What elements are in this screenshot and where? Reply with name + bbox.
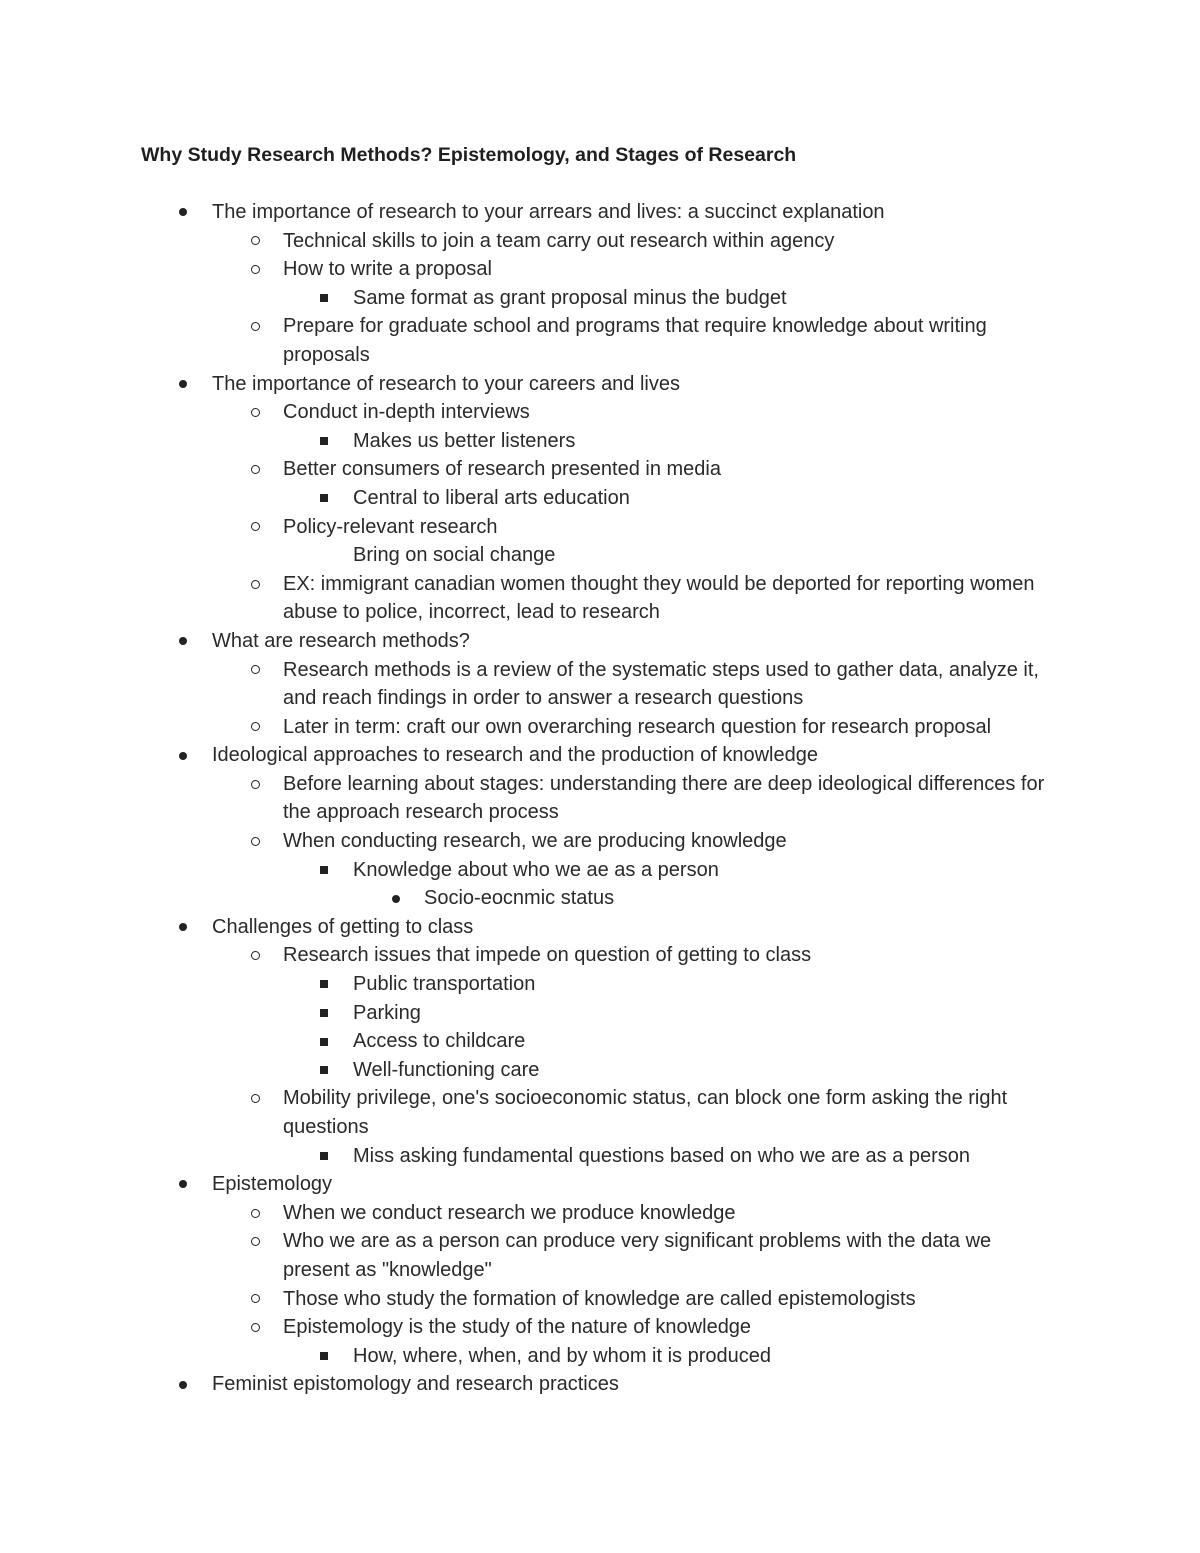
list-item (0, 827, 1053, 856)
list-item (0, 227, 1053, 256)
bullet-square-icon (318, 1342, 330, 1371)
bullet-dot-icon (177, 198, 189, 227)
list-item (0, 770, 1053, 827)
list-item-text: Who we are as a person can produce very significant problems with the data we present as "knowledge" (283, 1230, 992, 1281)
list-item (0, 999, 1053, 1028)
bullet-dot-icon (177, 913, 189, 942)
list-item-text: Parking (353, 1001, 421, 1024)
bullet-dot-icon (177, 1170, 189, 1199)
document-title: Why Study Research Methods? Epistemology, and Stages of Research (141, 144, 797, 166)
list-item (0, 455, 1053, 484)
bullet-circle-icon (249, 827, 261, 856)
bullet-circle-icon (249, 1313, 261, 1342)
list-item-text: Later in term: craft our own overarching research question for research proposal (283, 715, 992, 738)
list-item (0, 970, 1053, 999)
list-item (0, 513, 1053, 542)
list-item (0, 1199, 1053, 1228)
bullet-square-icon (318, 284, 330, 313)
list-item (0, 627, 1052, 656)
list-item-text: Better consumers of research presented in media (283, 458, 721, 481)
list-item (0, 1370, 1052, 1399)
list-item (0, 1170, 1052, 1199)
list-item (0, 1056, 1053, 1085)
list-item-text: When conducting research, we are producing knowledge (283, 830, 787, 853)
list-item-text: How, where, when, and by whom it is produced (353, 1344, 771, 1367)
list-item-text: Access to childcare (353, 1030, 526, 1053)
list-item-text: Epistemology is the study of the nature of knowledge (283, 1316, 752, 1339)
list-item-text: Research issues that impede on question of getting to class (283, 944, 812, 967)
bullet-square-icon (318, 1142, 330, 1171)
bullet-circle-icon (249, 570, 261, 599)
bullet-dot-icon (177, 1370, 189, 1399)
list-item-text: Socio-eocnmic status (424, 887, 615, 910)
list-item-text: Policy-relevant research (283, 515, 498, 538)
bullet-circle-icon (249, 255, 261, 284)
list-item-text: Research methods is a review of the systematic steps used to gather data, analyze it, and reach findings in order to answer a research questions (283, 658, 1039, 710)
list-item-text: The importance of research to your arrears and lives: a succinct explanation (212, 201, 885, 223)
list-item-text: Miss asking fundamental questions based on who we are as a person (353, 1144, 971, 1167)
list-item (0, 1142, 1053, 1171)
list-item (0, 1027, 1053, 1056)
bullet-circle-icon (249, 1227, 261, 1256)
list-item-text: Those who study the formation of knowledge are called epistemologists (283, 1287, 916, 1310)
list-item-text: Makes us better listeners (353, 429, 576, 452)
notes-outline (0, 198, 1200, 1399)
list-item (0, 656, 1053, 713)
bullet-circle-icon (249, 713, 261, 742)
bullet-dot-icon (177, 741, 189, 770)
list-item (0, 713, 1053, 742)
bullet-dot-icon (177, 627, 189, 656)
list-item (0, 741, 1052, 770)
list-item-text: Central to liberal arts education (353, 486, 630, 509)
bullet-circle-icon (249, 656, 261, 685)
list-item-text: How to write a proposal (283, 258, 492, 281)
bullet-circle-icon (249, 398, 261, 427)
list-item (0, 255, 1053, 284)
list-item (0, 1227, 1053, 1284)
bullet-square-icon (318, 970, 330, 999)
list-item-text: Knowledge about who we ae as a person (353, 858, 719, 881)
list-item-text: Epistemology (212, 1173, 333, 1196)
list-item-text: Same format as grant proposal minus the budget (353, 286, 787, 309)
bullet-circle-icon (249, 1285, 261, 1314)
list-item (0, 198, 1052, 227)
list-item-text: EX: immigrant canadian women thought they would be deported for reporting women abuse to police, incorrect, lead to research (283, 572, 1035, 624)
list-item (0, 427, 1053, 456)
bullet-square-icon (318, 1056, 330, 1085)
bullet-dot-icon (177, 370, 189, 399)
list-item (0, 312, 1053, 369)
list-item (0, 284, 1053, 313)
list-item-text: Bring on social change (353, 544, 556, 567)
list-item-text: Technical skills to join a team carry out research within agency (283, 229, 835, 252)
list-item (0, 484, 1053, 513)
list-item-text: Mobility privilege, one's socioeconomic status, can block one form asking the right questions (283, 1087, 1008, 1138)
list-item (0, 570, 1053, 627)
list-item-text: What are research methods? (212, 629, 470, 652)
list-item (0, 1285, 1053, 1314)
bullet-square-icon (318, 856, 330, 885)
list-item-text: Prepare for graduate school and programs that require knowledge about writing proposals (283, 315, 987, 366)
list-item-text: When we conduct research we produce knowledge (283, 1201, 736, 1224)
list-item-text: Before learning about stages: understanding there are deep ideological differences for the approach research process (283, 772, 1045, 824)
list-item-text: Public transportation (353, 973, 536, 996)
list-item (0, 941, 1053, 970)
list-item (0, 1084, 1053, 1141)
list-item (0, 884, 1054, 913)
list-item (0, 913, 1052, 942)
list-item (0, 1313, 1053, 1342)
bullet-circle-icon (249, 941, 261, 970)
list-item-text: Challenges of getting to class (212, 915, 474, 938)
list-item-text: Conduct in-depth interviews (283, 401, 530, 424)
list-item (0, 1342, 1053, 1371)
bullet-circle-icon (249, 227, 261, 256)
bullet-square-icon (318, 484, 330, 513)
list-item (0, 398, 1053, 427)
list-item-text: The importance of research to your careers and lives (212, 372, 680, 395)
bullet-circle-icon (249, 513, 261, 542)
bullet-dot-icon (390, 884, 402, 913)
list-item-text: Feminist epistomology and research practices (212, 1373, 619, 1396)
bullet-circle-icon (249, 770, 261, 799)
list-item (0, 541, 1053, 570)
list-item (0, 856, 1053, 885)
bullet-square-icon (318, 999, 330, 1028)
bullet-circle-icon (249, 312, 261, 341)
list-item (0, 370, 1052, 399)
list-item-text: Ideological approaches to research and the production of knowledge (212, 744, 818, 767)
bullet-circle-icon (249, 1084, 261, 1113)
list-item-text: Well-functioning care (353, 1058, 540, 1081)
bullet-square-icon (318, 1027, 330, 1056)
bullet-square-icon (318, 427, 330, 456)
bullet-circle-icon (249, 1199, 261, 1228)
bullet-circle-icon (249, 455, 261, 484)
